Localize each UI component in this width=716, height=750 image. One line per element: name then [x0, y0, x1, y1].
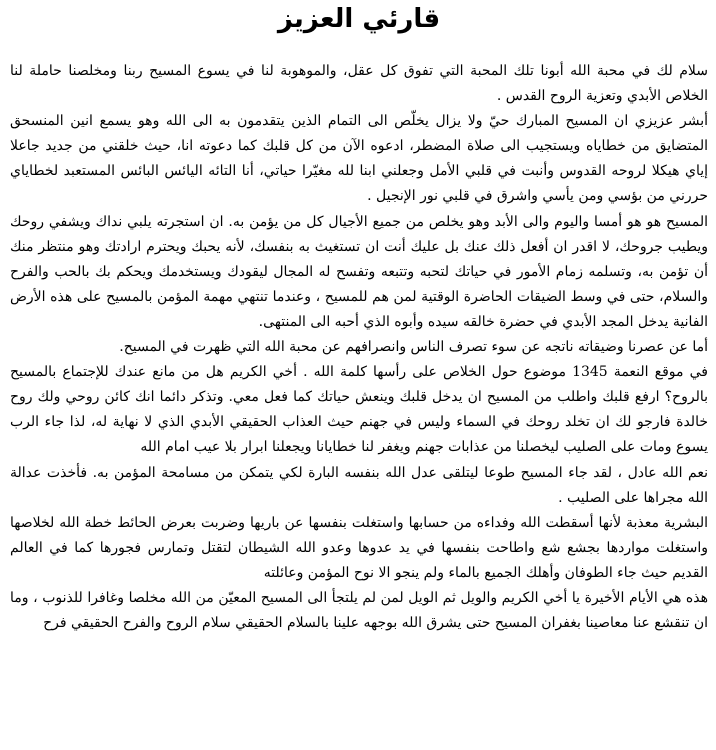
paragraph-testimony: أبشر عزيزي ان المسيح المبارك حيّ ولا يزال يخلّص الى التمام الذين يتقدمون به الى الله وهو يسمع انين المنسحق المتضايق من خطاياه ويستجيب الى صلاة المضطر، ادعوه الآن من كل قلبك كما دعوته انا، حيث خلقني من جديد جاعلا إياي هيكلا لروحه القدوس وأنبت في قلبي الأمل وجعلني ابنا لله مغيّرا حياتي، أنا التائه اليائس البائس المستعبد لخطاياي حررني من بؤسي ومن يأسي واشرق في قلبي نور الإنجيل . — [10, 113, 708, 205]
paragraph-our-era: أما عن عصرنا وضيقاته ناتجه عن سوء تصرف الناس وانصرافهم عن محبة الله التي ظهرت في المسيح. — [119, 339, 708, 356]
page-title: قارئي العزيز — [277, 4, 441, 34]
paragraph-salvation-site: في موقع النعمة 1345 موضوع حول الخلاص على رأسها كلمة الله . أخي الكريم هل من مانع عندك للإجتماع بالمسيح بالروح؟ ارفع قلبك واطلب من المسيح ان يدخل قلبك وينعش حياتك كما فعل معي. وتذكر دائما انك كائن روحي ولك روح خالدة فارجو لك ان تخلد روحك في السماء وليس في جهنم حيث العذاب الحقيقي الأبدي الذي لا نهاية له، لذا جاء الرب يسوع ومات على الصليب ليخصلنا من عذابات جهنم ويغفر لنا خطايانا ويجعلنا ابرار بلا عيب امام الله — [10, 364, 708, 456]
paragraph-greeting: سلام لك في محبة الله أبونا تلك المحبة التي تفوق كل عقل، والموهوبة لنا في يسوع المسيح ربنا ومخلصنا حاملة لنا الخلاص الأبدي وتعزية الروح القدس . — [10, 63, 708, 105]
paragraph-christ-saves: المسيح هو هو أمسا واليوم والى الأبد وهو يخلص من جميع الأجيال كل من يؤمن به. ان استجرته يلبي نداك ويشفي روحك ويطيب جروحك، لا اقدر ان أفعل ذلك عنك بل عليك أنت ان تستغيث به بنفسك، لأنه يحبك ويحترم ارادتك وهو منتظر منك أن تؤمن به، وتسلمه زمام الأمور في حياتك لتحبه وتتبعه وتفسح له المجال ليقودك ويستخدمك ويحكم بك بالحب والفرح والسلام، حتى في وسط الضيقات الحاضرة الوقتية لمن هم للمسيح ، وعندما تنتهي مهمة المؤمن بالمسيح على هذه الأرض الفانية يدخل المجد الأبدي في حضرة خالقه سيده وأبوه الذي أحبه الى المنتهى. — [10, 213, 708, 330]
document-body — [10, 59, 708, 636]
paragraph-last-days: هذه هي الأيام الأخيرة يا أخي الكريم والويل ثم الويل لمن لم يلتجأ الى المسيح المعيّن من الله مخلصا وغافرا للذنوب ، وما ان تنقشع عنا معاصينا بغفران المسيح حتى يشرق الله بوجهه علينا بالسلام الحقيقي سلام الروح والفرح الحقيقي فرح — [10, 589, 708, 632]
paragraph-humanity: البشرية معذبة لأنها أسقطت الله وفداءه من حسابها واستغلت بنفسها عن باريها وضربت بعرض الحائط خطة الله لخلاصها واستغلت مواردها بجشع شع واطاحت بنفسها في يد عدوها وعدو الله الشيطان لتقتل وتمارس فجورها كما في العالم القديم حيث جاء الطوفان وأهلك الجميع بالماء ولم ينجو الا نوح المؤمن وعائلته — [10, 514, 708, 581]
paragraph-god-is-just: نعم الله عادل ، لقد جاء المسيح طوعا ليتلقى عدل الله بنفسه البارة لكي يتمكن من مسامحة المؤمن به. فأخذت عدالة الله مجراها على الصليب . — [10, 464, 708, 506]
